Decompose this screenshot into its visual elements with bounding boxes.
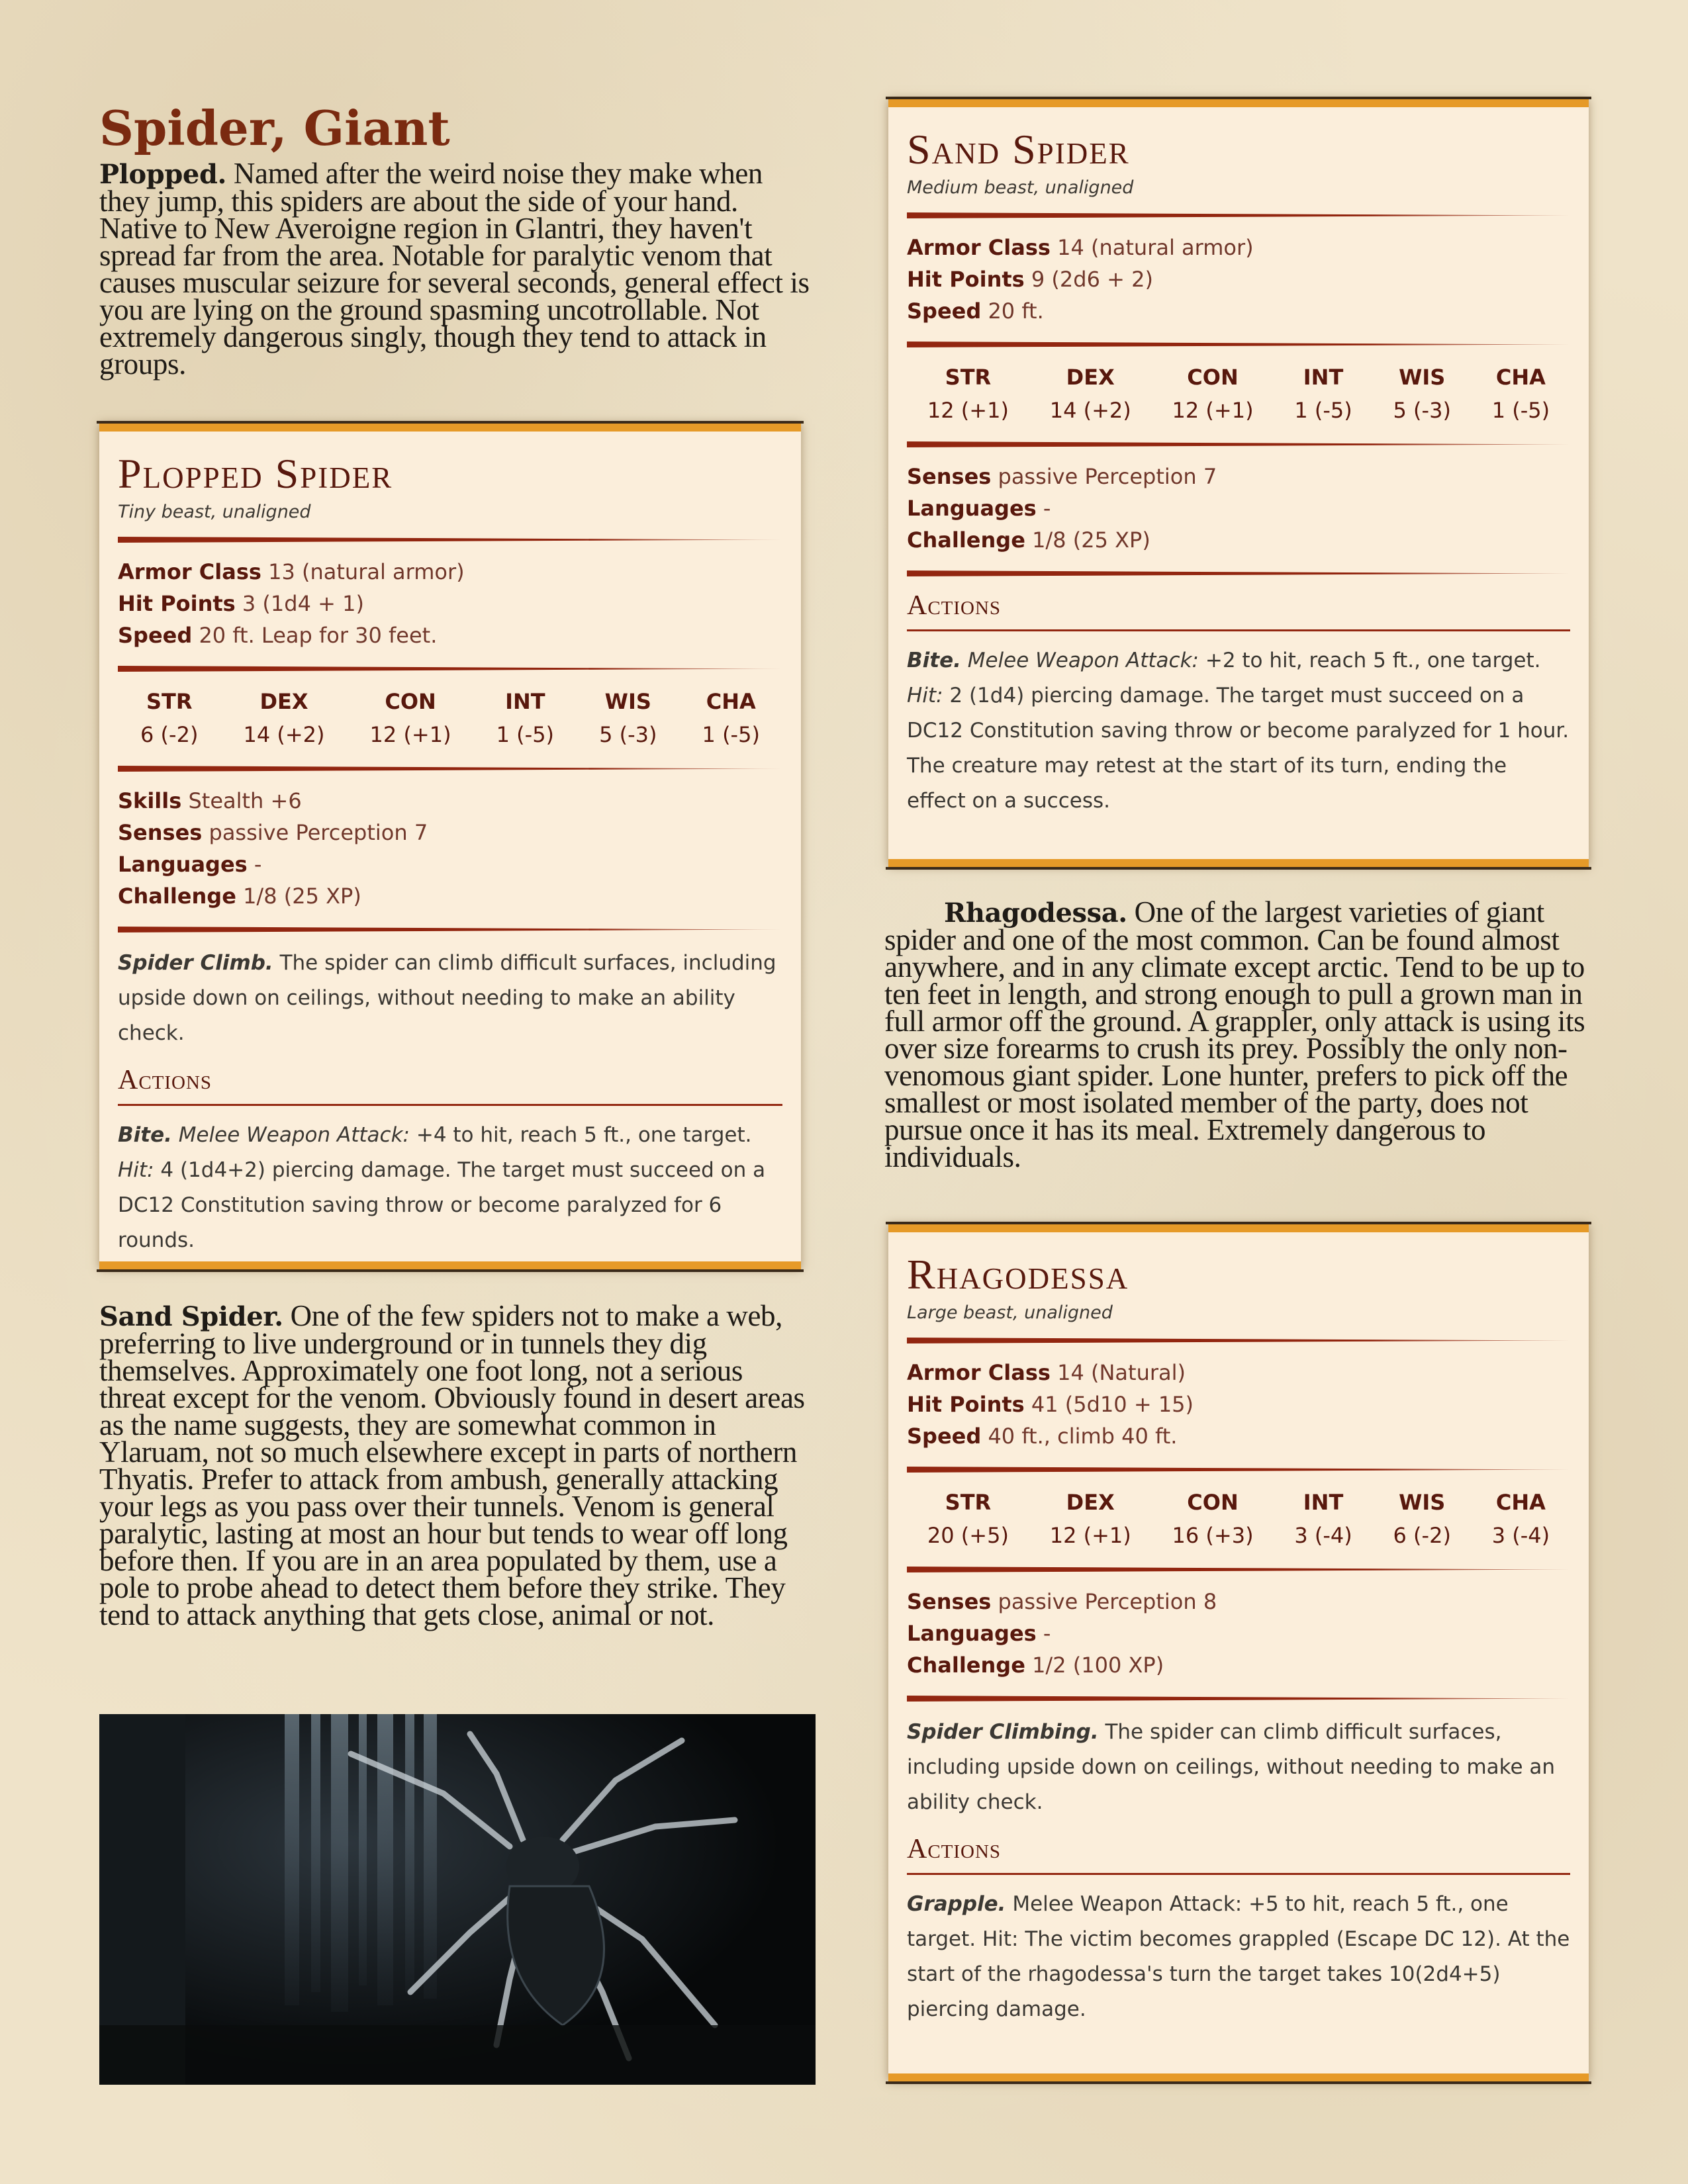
actions-heading: Actions: [907, 590, 1570, 631]
plopped-lore: [99, 157, 816, 381]
ability-dex: [243, 685, 324, 751]
ability-cha: [1492, 361, 1550, 427]
hit-points: [907, 263, 1570, 295]
statblock-type: Tiny beast, unaligned: [118, 502, 311, 522]
prop-label: Armor Class: [118, 559, 261, 584]
action-type: Melee Weapon Attack:: [171, 1123, 410, 1147]
divider: [907, 441, 1570, 447]
ability-value: 6 (-2): [140, 722, 199, 747]
prop-label: Hit Points: [118, 591, 236, 616]
ability-value: 12 (+1): [1049, 1523, 1131, 1548]
ability-scores: [907, 1486, 1570, 1552]
ability-scores: [907, 361, 1570, 427]
languages: [118, 848, 782, 880]
divider: [118, 666, 782, 672]
trait: [118, 946, 782, 1051]
ability-label: WIS: [1399, 1490, 1446, 1515]
armor-class: [907, 1357, 1570, 1388]
action-hit-label: Hit:: [907, 684, 943, 707]
languages: [907, 1617, 1570, 1649]
trait-name: Spider Climb.: [118, 951, 273, 975]
speed: [907, 1420, 1570, 1452]
lore-lead: Plopped.: [99, 159, 227, 190]
prop-label: Speed: [907, 298, 982, 324]
spider-art-svg: [99, 1714, 816, 2085]
prop-label: Armor Class: [907, 1360, 1051, 1385]
hit-points: [118, 588, 782, 619]
ability-value: 16 (+3): [1172, 1523, 1254, 1548]
lore-text: One of the largest varieties of giant spider and one of the most common. Can be found almost anywhere, and in any climate except arctic. Tend to be up to ten feet in length, and strong enough to pull a grown man in full armor off the ground. A grappler, only attack is using its over size forearms to crush its prey. Possibly the only non-venomous giant spider. Lone hunter, prefers to pick off the smallest or most isolated member of the party, does not pursue once it has its meal. Extremely dangerous to individuals.: [884, 895, 1585, 1173]
rhagodessa-statblock: [888, 1224, 1589, 2081]
ability-value: 6 (-2): [1393, 1523, 1451, 1548]
rhagodessa-lore-block: [884, 895, 1589, 1173]
prop-label: Challenge: [907, 527, 1025, 553]
prop-value: passive Perception 8: [991, 1589, 1217, 1614]
ability-label: INT: [505, 689, 545, 714]
statblock-name: Plopped Spider: [118, 450, 393, 497]
ability-int: [1294, 1486, 1352, 1552]
statblock-type: Medium beast, unaligned: [907, 177, 1134, 198]
ability-label: CON: [1187, 365, 1239, 390]
trait: [907, 1715, 1570, 1820]
ability-value: 1 (-5): [496, 722, 555, 747]
ability-label: INT: [1303, 1490, 1344, 1515]
ability-value: 12 (+1): [1172, 398, 1254, 423]
divider: [907, 1338, 1570, 1343]
ability-wis: [599, 685, 657, 751]
divider: [907, 212, 1570, 218]
prop-label: Hit Points: [907, 1392, 1025, 1417]
divider: [907, 1467, 1570, 1473]
divider: [907, 570, 1570, 576]
prop-label: Armor Class: [907, 235, 1051, 260]
languages: [907, 492, 1570, 524]
action-type: Melee Weapon Attack:: [961, 649, 1199, 672]
action-name: Grapple.: [907, 1892, 1006, 1916]
statblock-name: Rhagodessa: [907, 1251, 1129, 1298]
ability-con: [370, 685, 451, 751]
lore-lead: Rhagodessa.: [944, 897, 1127, 929]
ability-label: STR: [146, 689, 193, 714]
prop-value: 14 (natural armor): [1050, 235, 1254, 260]
lore-text: One of the few spiders not to make a web, preferring to live underground or in tunnels they dig themselves. Approximately one foot long, not a serious threat except for the venom. Obviously found in desert areas as the name suggests, they are somewhat common in Ylaruam, not so much elsewhere except in parts of northern Thyatis. Prefer to attack from ambush, generally attacking your legs as you pass over their tunnels. Venom is general paralytic, lasting at most an hour but tends to wear off long before then. If you are in an area populated by them, use a pole to probe ahead to detect them before they strike. They tend to attack anything that gets close, animal or not.: [99, 1299, 805, 1631]
ability-label: STR: [945, 1490, 992, 1515]
ability-dex: [1050, 1486, 1131, 1552]
prop-value: 41 (5d10 + 15): [1024, 1392, 1194, 1417]
challenge: [118, 880, 782, 912]
giant-spider-illustration: [99, 1714, 816, 2085]
prop-label: Senses: [907, 1589, 992, 1614]
prop-label: Hit Points: [907, 267, 1025, 292]
ability-con: [1172, 361, 1254, 427]
lore-lead: Sand Spider.: [99, 1301, 283, 1332]
prop-label: Languages: [907, 1621, 1037, 1646]
ability-wis: [1393, 1486, 1451, 1552]
ability-value: 3 (-4): [1491, 1523, 1550, 1548]
ability-str: [927, 1486, 1009, 1552]
lore-text: Named after the weird noise they make when they jump, this spiders are about the side of your hand. Native to New Averoigne region in Glantri, they haven't spread far from the area. Notable for paralytic venom that causes muscular seizure for several seconds, general effect is you are lying on the ground spasming uncotrollable. Not extremely dangerous singly, though they tend to attack in groups.: [99, 157, 810, 381]
prop-value: -: [1036, 1621, 1051, 1646]
action-hit: +2 to hit, reach 5 ft., one target.: [1198, 649, 1541, 672]
prop-value: 3 (1d4 + 1): [235, 591, 364, 616]
armor-class: [118, 556, 782, 588]
action: [907, 1887, 1570, 2027]
sand-spider-statblock: [888, 99, 1589, 867]
ability-label: CHA: [1495, 365, 1546, 390]
prop-value: -: [247, 852, 262, 877]
prop-value: 1/8 (25 XP): [1025, 527, 1150, 553]
ability-value: 1 (-5): [702, 722, 760, 747]
prop-value: 40 ft., climb 40 ft.: [981, 1424, 1178, 1449]
ability-label: INT: [1303, 365, 1344, 390]
prop-value: passive Perception 7: [991, 464, 1217, 489]
ability-scores: [118, 685, 782, 751]
ability-cha: [1492, 1486, 1550, 1552]
ability-label: CON: [1187, 1490, 1239, 1515]
actions-heading: Actions: [118, 1064, 782, 1106]
ability-wis: [1393, 361, 1451, 427]
trait-text: The spider can climb difficult surfaces, including upside down on ceilings, without needing to make an ability check.: [907, 1720, 1556, 1814]
action: [118, 1118, 782, 1258]
prop-value: Stealth +6: [181, 788, 302, 813]
armor-class: [907, 232, 1570, 263]
senses: [907, 461, 1570, 492]
prop-label: Speed: [118, 623, 193, 648]
prop-value: 20 ft.: [981, 298, 1044, 324]
action-text: 4 (1d4+2) piercing damage. The target must succeed on a DC12 Constitution saving throw or become paralyzed for 6 rounds.: [118, 1158, 766, 1252]
ability-label: WIS: [604, 689, 651, 714]
senses: [118, 817, 782, 848]
action-hit-label: Hit:: [118, 1158, 154, 1182]
divider: [118, 766, 782, 772]
ability-label: STR: [945, 365, 992, 390]
action-hit: +4 to hit, reach 5 ft., one target.: [409, 1123, 752, 1147]
ability-str: [927, 361, 1009, 427]
divider: [907, 1567, 1570, 1572]
trait-name: Spider Climbing.: [907, 1720, 1099, 1744]
prop-label: Languages: [907, 496, 1037, 521]
statblock-type: Large beast, unaligned: [907, 1302, 1113, 1323]
prop-value: 9 (2d6 + 2): [1024, 267, 1153, 292]
action-text: 2 (1d4) piercing damage. The target must succeed on a DC12 Constitution saving throw or become paralyzed for 1 hour. The creature may retest at the start of its turn, ending the effect on a success.: [907, 684, 1570, 813]
ability-int: [1294, 361, 1352, 427]
divider: [118, 537, 782, 543]
page-title: Spider, Giant: [99, 100, 450, 156]
ability-str: [140, 685, 198, 751]
ability-value: 1 (-5): [1491, 398, 1550, 423]
ability-value: 12 (+1): [927, 398, 1009, 423]
ability-label: CHA: [1495, 1490, 1546, 1515]
prop-label: Senses: [118, 820, 203, 845]
ability-label: WIS: [1399, 365, 1446, 390]
prop-label: Languages: [118, 852, 248, 877]
speed: [118, 619, 782, 651]
divider: [907, 341, 1570, 347]
speed: [907, 295, 1570, 327]
ability-value: 20 (+5): [927, 1523, 1009, 1548]
ability-label: DEX: [259, 689, 308, 714]
ability-value: 5 (-3): [1393, 398, 1451, 423]
senses: [907, 1586, 1570, 1617]
prop-value: 13 (natural armor): [261, 559, 465, 584]
action-name: Bite.: [907, 649, 961, 672]
plopped-spider-statblock: [99, 424, 801, 1269]
prop-value: -: [1036, 496, 1051, 521]
ability-value: 14 (+2): [1049, 398, 1131, 423]
ability-cha: [702, 685, 760, 751]
challenge: [907, 524, 1570, 556]
divider: [118, 927, 782, 933]
ability-value: 3 (-4): [1294, 1523, 1352, 1548]
ability-int: [496, 685, 554, 751]
prop-value: 1/8 (25 XP): [236, 884, 361, 909]
prop-value: 14 (Natural): [1050, 1360, 1186, 1385]
prop-label: Challenge: [118, 884, 236, 909]
prop-label: Skills: [118, 788, 182, 813]
rhagodessa-lore: [884, 895, 1589, 1173]
ability-con: [1172, 1486, 1254, 1552]
sand-lore: [99, 1299, 816, 1631]
ability-value: 12 (+1): [369, 722, 451, 747]
prop-value: passive Perception 7: [202, 820, 428, 845]
ability-dex: [1050, 361, 1131, 427]
action: [907, 643, 1570, 819]
ability-label: DEX: [1066, 365, 1115, 390]
prop-value: 1/2 (100 XP): [1025, 1653, 1164, 1678]
trait-text: The spider can climb difficult surfaces, including upside down on ceilings, without needing to make an ability check.: [118, 951, 776, 1045]
prop-label: Speed: [907, 1424, 982, 1449]
action-name: Bite.: [118, 1123, 172, 1147]
ability-label: CON: [385, 689, 436, 714]
prop-value: 20 ft. Leap for 30 feet.: [192, 623, 438, 648]
prop-label: Challenge: [907, 1653, 1025, 1678]
ability-value: 14 (+2): [243, 722, 325, 747]
ability-label: CHA: [706, 689, 756, 714]
left-column: [99, 99, 816, 381]
ability-value: 5 (-3): [599, 722, 657, 747]
action-text: Melee Weapon Attack: +5 to hit, reach 5 ft., one target. Hit: The victim becomes grappled (Escape DC 12). At the start of the rhagodessa's turn the target takes 10(2d4+5) piercing damage.: [907, 1892, 1570, 2021]
divider: [907, 1696, 1570, 1702]
challenge: [907, 1649, 1570, 1681]
prop-label: Senses: [907, 464, 992, 489]
ability-value: 1 (-5): [1294, 398, 1352, 423]
actions-heading: Actions: [907, 1833, 1570, 1875]
sand-lore-block: [99, 1299, 816, 1631]
ability-label: DEX: [1066, 1490, 1115, 1515]
skills: [118, 785, 782, 817]
statblock-name: Sand Spider: [907, 126, 1130, 173]
hit-points: [907, 1388, 1570, 1420]
